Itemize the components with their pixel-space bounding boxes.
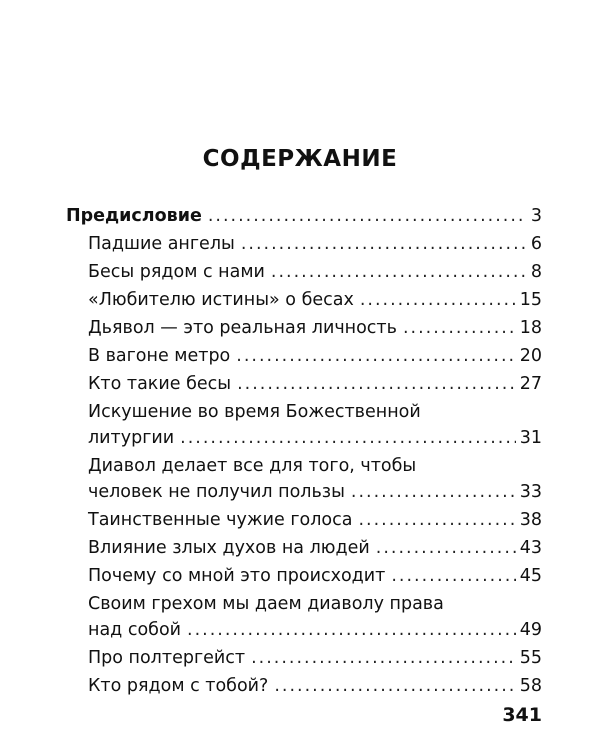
toc-entry-page: 45 [519, 566, 542, 586]
toc-entry [66, 258, 542, 286]
toc-entry [66, 286, 542, 314]
toc-entry [66, 562, 542, 590]
toc-entry-label: Почему со мной это происходит [88, 566, 386, 586]
toc-entry [66, 398, 542, 452]
toc-entry-label: литургии [88, 428, 175, 448]
toc-entry-page: 58 [519, 676, 542, 696]
toc-entry-label: Кто рядом с тобой? [88, 676, 269, 696]
toc-entry-page: 6 [530, 234, 542, 254]
dot-leader [360, 286, 516, 314]
toc-entry [66, 314, 542, 342]
dot-leader [180, 424, 516, 452]
toc-entry [66, 202, 542, 230]
dot-leader [274, 672, 515, 700]
page-title: СОДЕРЖАНИЕ [202, 146, 398, 172]
toc-entry-page: 43 [519, 538, 542, 558]
toc-entry-page: 27 [519, 374, 542, 394]
toc-entry-label: Бесы рядом с нами [88, 262, 265, 282]
toc-entry-page: 3 [530, 206, 542, 226]
dot-leader [236, 342, 515, 370]
toc-entry-label: Падшие ангелы [88, 234, 235, 254]
toc-entry [66, 644, 542, 672]
toc-entry-page: 49 [519, 620, 542, 640]
dot-leader [237, 370, 516, 398]
dot-leader [241, 230, 527, 258]
toc-entry-page: 15 [519, 290, 542, 310]
toc-entry [66, 370, 542, 398]
toc-entry [66, 506, 542, 534]
dot-leader [351, 478, 516, 506]
toc-entry-page: 8 [530, 262, 542, 282]
dot-leader [208, 202, 527, 230]
dot-leader [251, 644, 516, 672]
toc-entry-page: 31 [519, 428, 542, 448]
toc-entry-label: Влияние злых духов на людей [88, 538, 370, 558]
toc-entry [66, 590, 542, 644]
toc-entry-page: 33 [519, 482, 542, 502]
toc-entry-page: 55 [519, 648, 542, 668]
toc-entry-label: Предисловие [66, 206, 202, 226]
dot-leader [187, 616, 516, 644]
toc-entry [66, 672, 542, 700]
dot-leader [271, 258, 527, 286]
dot-leader [376, 534, 516, 562]
toc-entry-page: 20 [519, 346, 542, 366]
toc-entry-label: Про полтергейст [88, 648, 246, 668]
toc-entry-label: над собой [88, 620, 182, 640]
dot-leader [358, 506, 515, 534]
toc-entry [66, 534, 542, 562]
dot-leader [403, 314, 516, 342]
toc-entry-label-line1: Диавол делает все для того, чтобы [88, 456, 417, 476]
toc-entry-page: 18 [519, 318, 542, 338]
toc-entry-label: Таинственные чужие голоса [88, 510, 353, 530]
toc-entry [66, 342, 542, 370]
dot-leader [391, 562, 515, 590]
table-of-contents [66, 202, 542, 700]
toc-entry-label: человек не получил пользы [88, 482, 345, 502]
page-number: 341 [502, 704, 542, 726]
toc-entry-label: Кто такие бесы [88, 374, 232, 394]
toc-entry-label-line1: Искушение во время Божественной [88, 402, 421, 422]
toc-entry-label: В вагоне метро [88, 346, 231, 366]
toc-entry [66, 230, 542, 258]
toc-entry-label: «Любителю истины» о бесах [88, 290, 354, 310]
toc-entry-label: Дьявол — это реальная личность [88, 318, 397, 338]
toc-entry-label-line1: Своим грехом мы даем диаволу права [88, 594, 444, 614]
toc-entry [66, 452, 542, 506]
toc-entry-page: 38 [519, 510, 542, 530]
